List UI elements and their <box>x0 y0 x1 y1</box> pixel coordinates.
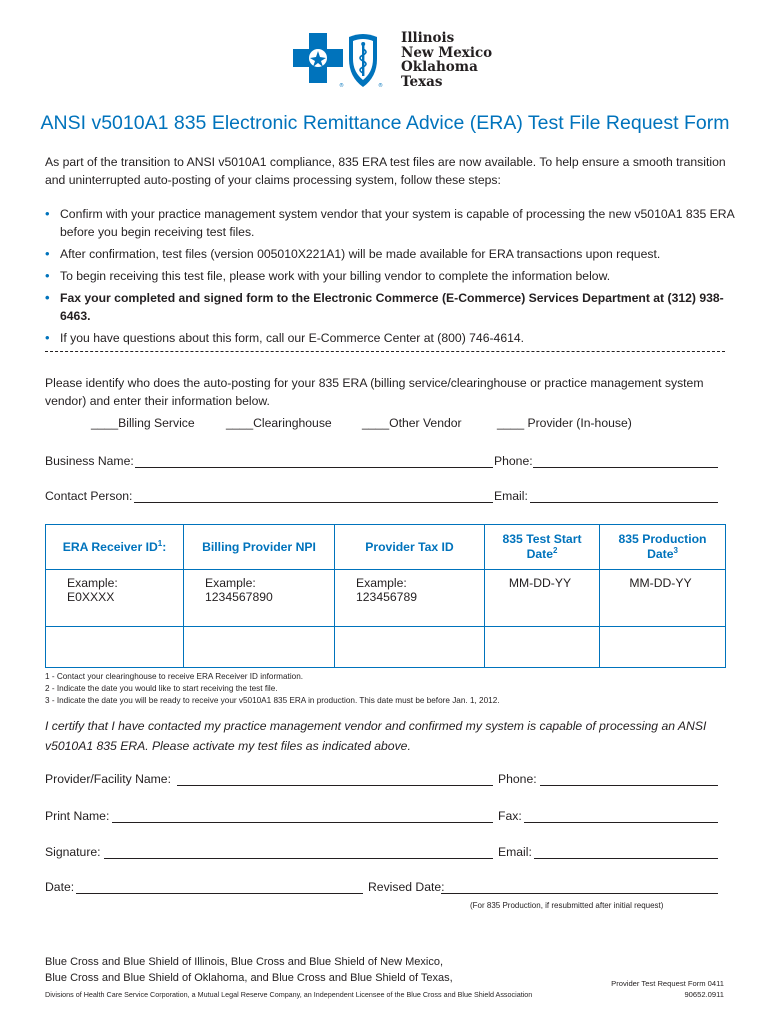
col-header-billing-npi: Billing Provider NPI <box>184 525 335 570</box>
logo-line: New Mexico <box>401 44 493 61</box>
form-code-text: 90652.0911 <box>684 990 724 999</box>
print-name-field[interactable] <box>112 822 493 823</box>
footnote: 3 - Indicate the date you will be ready to receive your v5010A1 835 ERA in production. This date must be before Jan. 1, 2012. <box>45 696 500 705</box>
identify-text: Please identify who does the auto-posting for your 835 ERA (billing service/clearinghouse or practice management system vendor) and enter their information below. <box>45 376 704 408</box>
era-info-table <box>45 524 726 668</box>
logo-line: Texas <box>401 73 443 90</box>
vendor-email-label: Email: <box>494 489 528 503</box>
svg-text:®: ® <box>378 83 383 89</box>
form-id <box>560 978 724 1000</box>
fax-field[interactable] <box>524 822 718 823</box>
col-header-production-date: 835 Production Date$^3$ <box>600 525 726 570</box>
contact-person-field[interactable] <box>134 502 493 503</box>
intro-text: As part of the transition to ANSI v5010A1 compliance, 835 ERA test files are now available. To help ensure a smooth transition and uninterrupted auto-posting of your claims processing system, follow these steps: <box>45 155 726 187</box>
provider-phone-label: Phone: <box>498 772 537 786</box>
page-title: ANSI v5010A1 835 Electronic Remittance Advice (ERA) Test File Request Form <box>40 112 730 134</box>
vendor-email-field[interactable] <box>530 502 718 503</box>
col-header-tax-id: Provider Tax ID <box>335 525 485 570</box>
option-other-vendor[interactable]: ____Other Vendor <box>362 416 462 430</box>
facility-name-label: Provider/Facility Name: <box>45 772 171 786</box>
table-cell-input[interactable] <box>335 627 485 668</box>
logo-line: Oklahoma <box>401 59 478 75</box>
col-header-era-receiver-id: ERA Receiver $ID^1$: <box>46 525 184 570</box>
date-label: Date: <box>45 880 75 894</box>
step-item: • To begin receiving this test file, please work with your billing vendor to complete the information below. <box>45 267 735 285</box>
step-item: • Confirm with your practice management system vendor that your system is capable of processing the new v5010A1 835 ERA before you begin receiving test files. <box>45 205 735 241</box>
provider-email-label: Email: <box>498 845 532 859</box>
footer-legal: Divisions of Health Care Service Corporation, a Mutual Legal Reserve Company, an Independent Licensee of the Blue Cross and Blue Shield Association <box>45 990 533 999</box>
col-header-test-start-date: 835 Test Start Date$^2$ <box>485 525 600 570</box>
contact-person-label: Contact Person: <box>45 489 133 503</box>
table-cell-input[interactable] <box>485 627 600 668</box>
business-name-field[interactable] <box>135 467 493 468</box>
print-name-label: Print Name: <box>45 809 110 823</box>
table-cell: Example: 123456789 <box>335 570 485 627</box>
option-provider-inhouse[interactable]: ____ Provider (In-house) <box>497 416 632 430</box>
provider-email-field[interactable] <box>534 858 718 859</box>
form-id-text: Provider Test Request Form 0411 <box>611 979 724 988</box>
table-cell: Example: 1234567890 <box>184 570 335 627</box>
footnote: 1 - Contact your clearinghouse to receive ERA Receiver ID information. <box>45 672 304 681</box>
step-item: • If you have questions about this form, call our E-Commerce Center at (800) 746-4614. <box>45 329 735 347</box>
facility-name-field[interactable] <box>177 785 493 786</box>
revised-date-field[interactable] <box>441 893 718 894</box>
table-header-row <box>46 525 726 570</box>
step-item-fax: • Fax your completed and signed form to the Electronic Commerce (E-Commerce) Services Department at (312) 938-6463. <box>45 289 735 325</box>
vendor-phone-field[interactable] <box>533 467 718 468</box>
logo-line: Illinois <box>401 30 455 46</box>
steps-list <box>45 205 735 351</box>
table-cell: MM-DD-YY <box>600 570 726 627</box>
table-cell: Example: E0XXXX <box>46 570 184 627</box>
dashed-divider <box>45 351 725 352</box>
revised-date-label: Revised Date: <box>368 880 445 894</box>
business-name-label: Business Name: <box>45 454 134 468</box>
signature-label: Signature: <box>45 845 101 859</box>
option-clearinghouse[interactable]: ____Clearinghouse <box>226 416 332 430</box>
table-cell-input[interactable] <box>600 627 726 668</box>
provider-phone-field[interactable] <box>540 785 718 786</box>
footer-line: Blue Cross and Blue Shield of Oklahoma, and Blue Cross and Blue Shield of Texas, <box>45 972 453 984</box>
table-cell: MM-DD-YY <box>485 570 600 627</box>
fax-label: Fax: <box>498 809 522 823</box>
svg-text:®: ® <box>339 83 344 89</box>
cross-shield-icon <box>292 31 402 91</box>
table-row-example <box>46 570 726 627</box>
logo-text <box>401 31 492 89</box>
certification-text: I certify that I have contacted my practice management vendor and confirmed my system is capable of processing an ANSI v5010A1 835 ERA. Please activate my test files as indicated above. <box>45 719 707 753</box>
footnote: 2 - Indicate the date you would like to start receiving the test file. <box>45 684 278 693</box>
option-billing-service[interactable]: ____Billing Service <box>91 416 195 430</box>
step-item: • After confirmation, test files (version 005010X221A1) will be made available for ERA transactions upon request. <box>45 245 735 263</box>
signature-field[interactable] <box>104 858 493 859</box>
vendor-phone-label: Phone: <box>494 454 533 468</box>
table-cell-input[interactable] <box>46 627 184 668</box>
revised-date-note: (For 835 Production, if resubmitted after initial request) <box>470 901 664 910</box>
footer-affiliates <box>45 954 453 986</box>
table-row-entry[interactable] <box>46 627 726 668</box>
table-cell-input[interactable] <box>184 627 335 668</box>
date-field[interactable] <box>76 893 363 894</box>
footer-line: Blue Cross and Blue Shield of Illinois, Blue Cross and Blue Shield of New Mexico, <box>45 956 444 968</box>
